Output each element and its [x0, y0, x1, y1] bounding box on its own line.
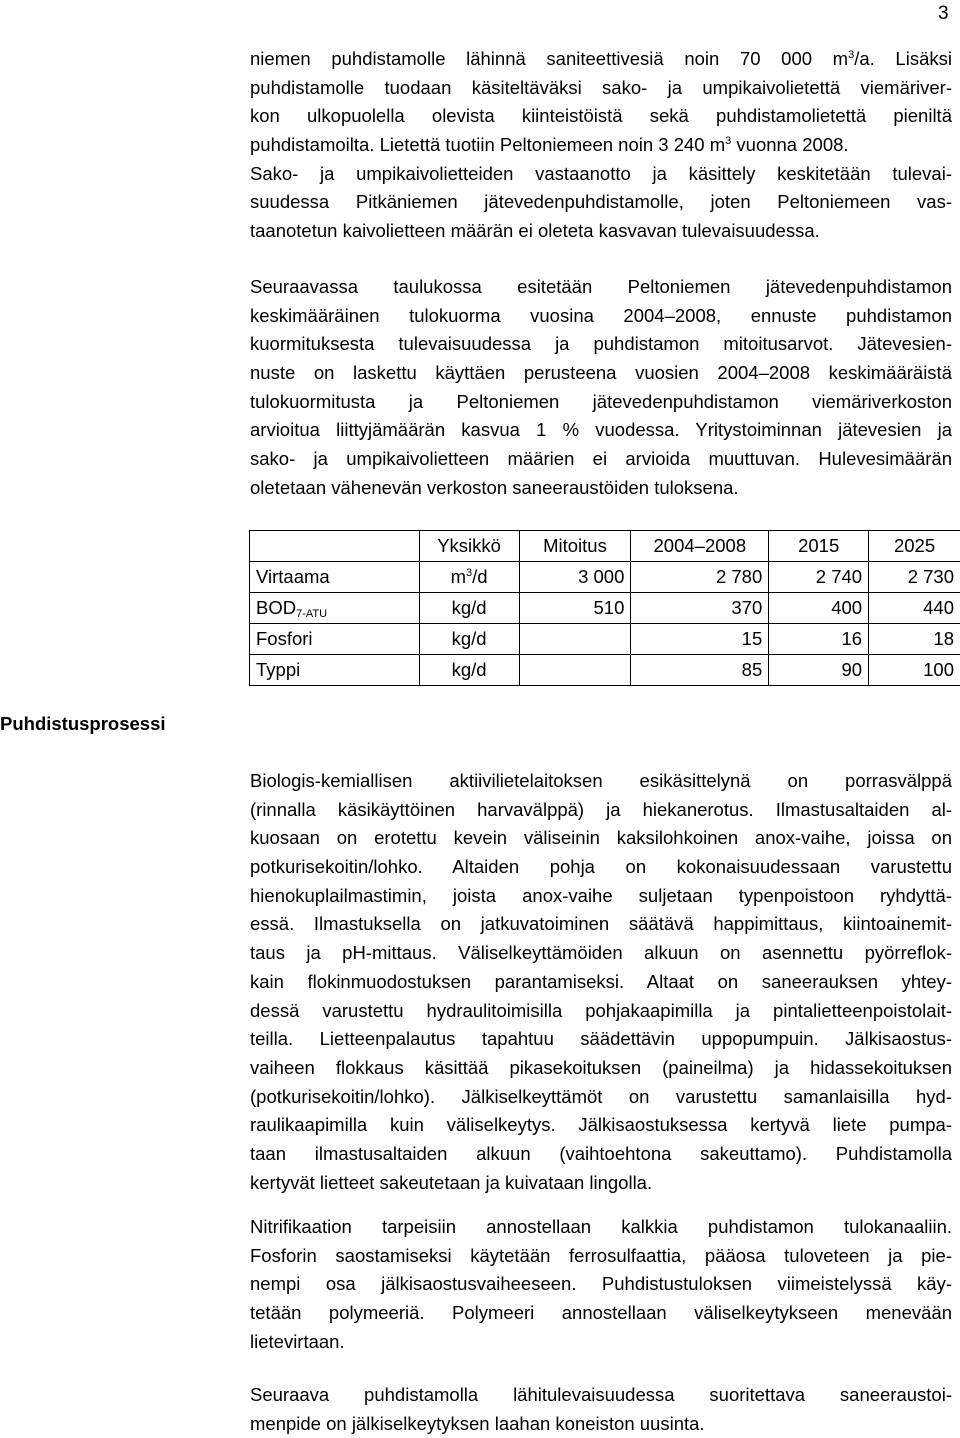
- text-line: Fosforin saostamiseksi käytetään ferrosulfaattia, pääosa tuloveteen ja pie-: [250, 1242, 952, 1271]
- unit-cell: kg/d: [419, 624, 519, 655]
- value-cell: 100: [869, 655, 960, 686]
- text-line: kain flokinmuodostuksen parantamiseksi. Altaat on saneerauksen yhtey-: [250, 968, 952, 997]
- text-line: tetään polymeeriä. Polymeeri annostellaan väliselkeytykseen menevään: [250, 1299, 952, 1328]
- text-line: essä. Ilmastuksella on jatkuvatoiminen säätävä happimittaus, kiintoainemit-: [250, 910, 952, 939]
- table-header-cell: Yksikkö: [419, 531, 519, 562]
- text-line: (potkurisekoitin/lohko). Jälkiselkeyttämöt on varustettu samanlaisilla hyd-: [250, 1083, 952, 1112]
- table-header-cell: Mitoitus: [519, 531, 631, 562]
- value-cell: 400: [769, 593, 869, 624]
- parameter-cell: $BOD_{7-ATU}$: [250, 593, 420, 624]
- table-header-cell: [250, 531, 420, 562]
- page-number: 3: [938, 2, 949, 26]
- value-cell: 15: [631, 624, 769, 655]
- table-row: [250, 655, 960, 686]
- unit-cell: kg/d: [419, 593, 519, 624]
- table-row: [250, 624, 960, 655]
- load-table: [249, 530, 960, 686]
- value-cell: 440: [869, 593, 960, 624]
- text-line: Nitrifikaation tarpeisiin annostellaan kalkkia puhdistamon tulokanaaliin.: [250, 1213, 952, 1242]
- text-line: hienokuplailmastimin, joista anox-vaihe suljetaan typenpoistoon ryhdyttä-: [250, 882, 952, 911]
- parameter-cell: Typpi: [250, 655, 420, 686]
- text-line: menpide on jälkiselkeytyksen laahan koneiston uusinta.: [250, 1410, 952, 1438]
- text-line: dessä varustettu hydraulitoimisilla pohjakaapimilla ja pintalietteenpoistolait-: [250, 997, 952, 1026]
- text-line: lietevirtaan.: [250, 1328, 952, 1357]
- text-line: kuosaan on erotettu kevein väliseinin kaksilohkoinen anox-vaihe, joissa on: [250, 824, 952, 853]
- text-line: vaiheen flokkaus käsittää pikasekoituksen (paineilma) ja hidassekoituksen: [250, 1054, 952, 1083]
- value-cell: 2 730: [869, 562, 960, 593]
- text-line: Sako- ja umpikaivolietteiden vastaanotto ja käsittely keskitetään tulevai-: [250, 160, 952, 189]
- text-line: taan ilmastusaltaiden alkuun (vaihtoehtona sakeuttamo). Puhdistamolla: [250, 1140, 952, 1169]
- text-line: taus ja pH-mittaus. Väliselkeyttämöiden alkuun on asennettu pyörreflok-: [250, 939, 952, 968]
- text-line: sako- ja umpikaivolietteen määrien ei arvioida muuttuvan. Hulevesimäärän: [250, 445, 952, 474]
- table-header-cell: 2025: [869, 531, 960, 562]
- table-row: [250, 562, 960, 593]
- text-line: niemen puhdistamolle lähinnä saniteettivesiä noin 70 000 $m^3/a$. Lisäksi: [250, 45, 952, 74]
- value-cell: 370: [631, 593, 769, 624]
- text-line: teilla. Lietteenpalautus tapahtuu säädettävin uppopumpuin. Jälkisaostus-: [250, 1025, 952, 1054]
- paragraph-intro: [250, 45, 952, 246]
- table-header-row: [250, 531, 960, 562]
- text-line: keskimääräinen tulokuorma vuosina 2004–2008, ennuste puhdistamon: [250, 302, 952, 331]
- text-line: Seuraavassa taulukossa esitetään Peltoniemen jätevedenpuhdistamon: [250, 273, 952, 302]
- parameter-cell: Fosfori: [250, 624, 420, 655]
- text-line: oletetaan vähenevän verkoston saneeraustöiden tuloksena.: [250, 474, 952, 503]
- value-cell: 18: [869, 624, 960, 655]
- text-line: puhdistamolle tuodaan käsiteltäväksi sako- ja umpikaivolietettä viemäriver-: [250, 74, 952, 103]
- paragraph-renovation: [250, 1381, 952, 1438]
- text-line: Biologis-kemiallisen aktiivilietelaitoksen esikäsittelynä on porrasvälppä: [250, 767, 952, 796]
- section-heading: Puhdistusprosessi: [0, 711, 166, 737]
- text-line: kon ulkopuolella olevista kiinteistöistä sekä puhdistamolietettä pieniltä: [250, 102, 952, 131]
- value-cell: [519, 655, 631, 686]
- paragraph-chemicals: [250, 1213, 952, 1356]
- table-header-cell: 2004–2008: [631, 531, 769, 562]
- value-cell: 3 000: [519, 562, 631, 593]
- text-line: nempi osa jälkisaostusvaiheeseen. Puhdistustuloksen viimeistelyssä käy-: [250, 1270, 952, 1299]
- text-line: Seuraava puhdistamolla lähitulevaisuudessa suoritettava saneeraustoi-: [250, 1381, 952, 1410]
- text-line: nuste on laskettu käyttäen perusteena vuosien 2004–2008 keskimääräistä: [250, 359, 952, 388]
- parameter-cell: Virtaama: [250, 562, 420, 593]
- unit-cell: $m^3/d$: [419, 562, 519, 593]
- text-line: arvioitua liittyjämäärän kasvua 1 % vuodessa. Yritystoiminnan jätevesien ja: [250, 416, 952, 445]
- value-cell: 2 780: [631, 562, 769, 593]
- text-line: suudessa Pitkäniemen jätevedenpuhdistamolle, joten Peltoniemeen vas-: [250, 188, 952, 217]
- text-line: kuormituksesta tulevaisuudessa ja puhdistamon mitoitusarvot. Jätevesien-: [250, 330, 952, 359]
- value-cell: 2 740: [769, 562, 869, 593]
- text-line: potkurisekoitin/lohko. Altaiden pohja on kokonaisuudessaan varustettu: [250, 853, 952, 882]
- text-line: raulikaapimilla kuin väliselkeytys. Jälkisaostuksessa kertyvä liete pumpa-: [250, 1111, 952, 1140]
- value-cell: 16: [769, 624, 869, 655]
- value-cell: 90: [769, 655, 869, 686]
- text-line: puhdistamoilta. Lietettä tuotiin Peltoniemeen noin 3 240 $m^3$ vuonna 2008.: [250, 131, 952, 160]
- table-row: [250, 593, 960, 624]
- value-cell: [519, 624, 631, 655]
- value-cell: 85: [631, 655, 769, 686]
- value-cell: 510: [519, 593, 631, 624]
- text-line: (rinnalla käsikäyttöinen harvavälppä) ja hiekanerotus. Ilmastusaltaiden al-: [250, 796, 952, 825]
- unit-cell: kg/d: [419, 655, 519, 686]
- table-header-cell: 2015: [769, 531, 869, 562]
- text-line: taanotetun kaivolietteen määrän ei oleteta kasvavan tulevaisuudessa.: [250, 217, 952, 246]
- text-line: tulokuormitusta ja Peltoniemen jätevedenpuhdistamon viemäriverkoston: [250, 388, 952, 417]
- text-line: kertyvät lietteet sakeutetaan ja kuivataan lingolla.: [250, 1169, 952, 1198]
- paragraph-table-intro: [250, 273, 952, 503]
- paragraph-process: [250, 767, 952, 1197]
